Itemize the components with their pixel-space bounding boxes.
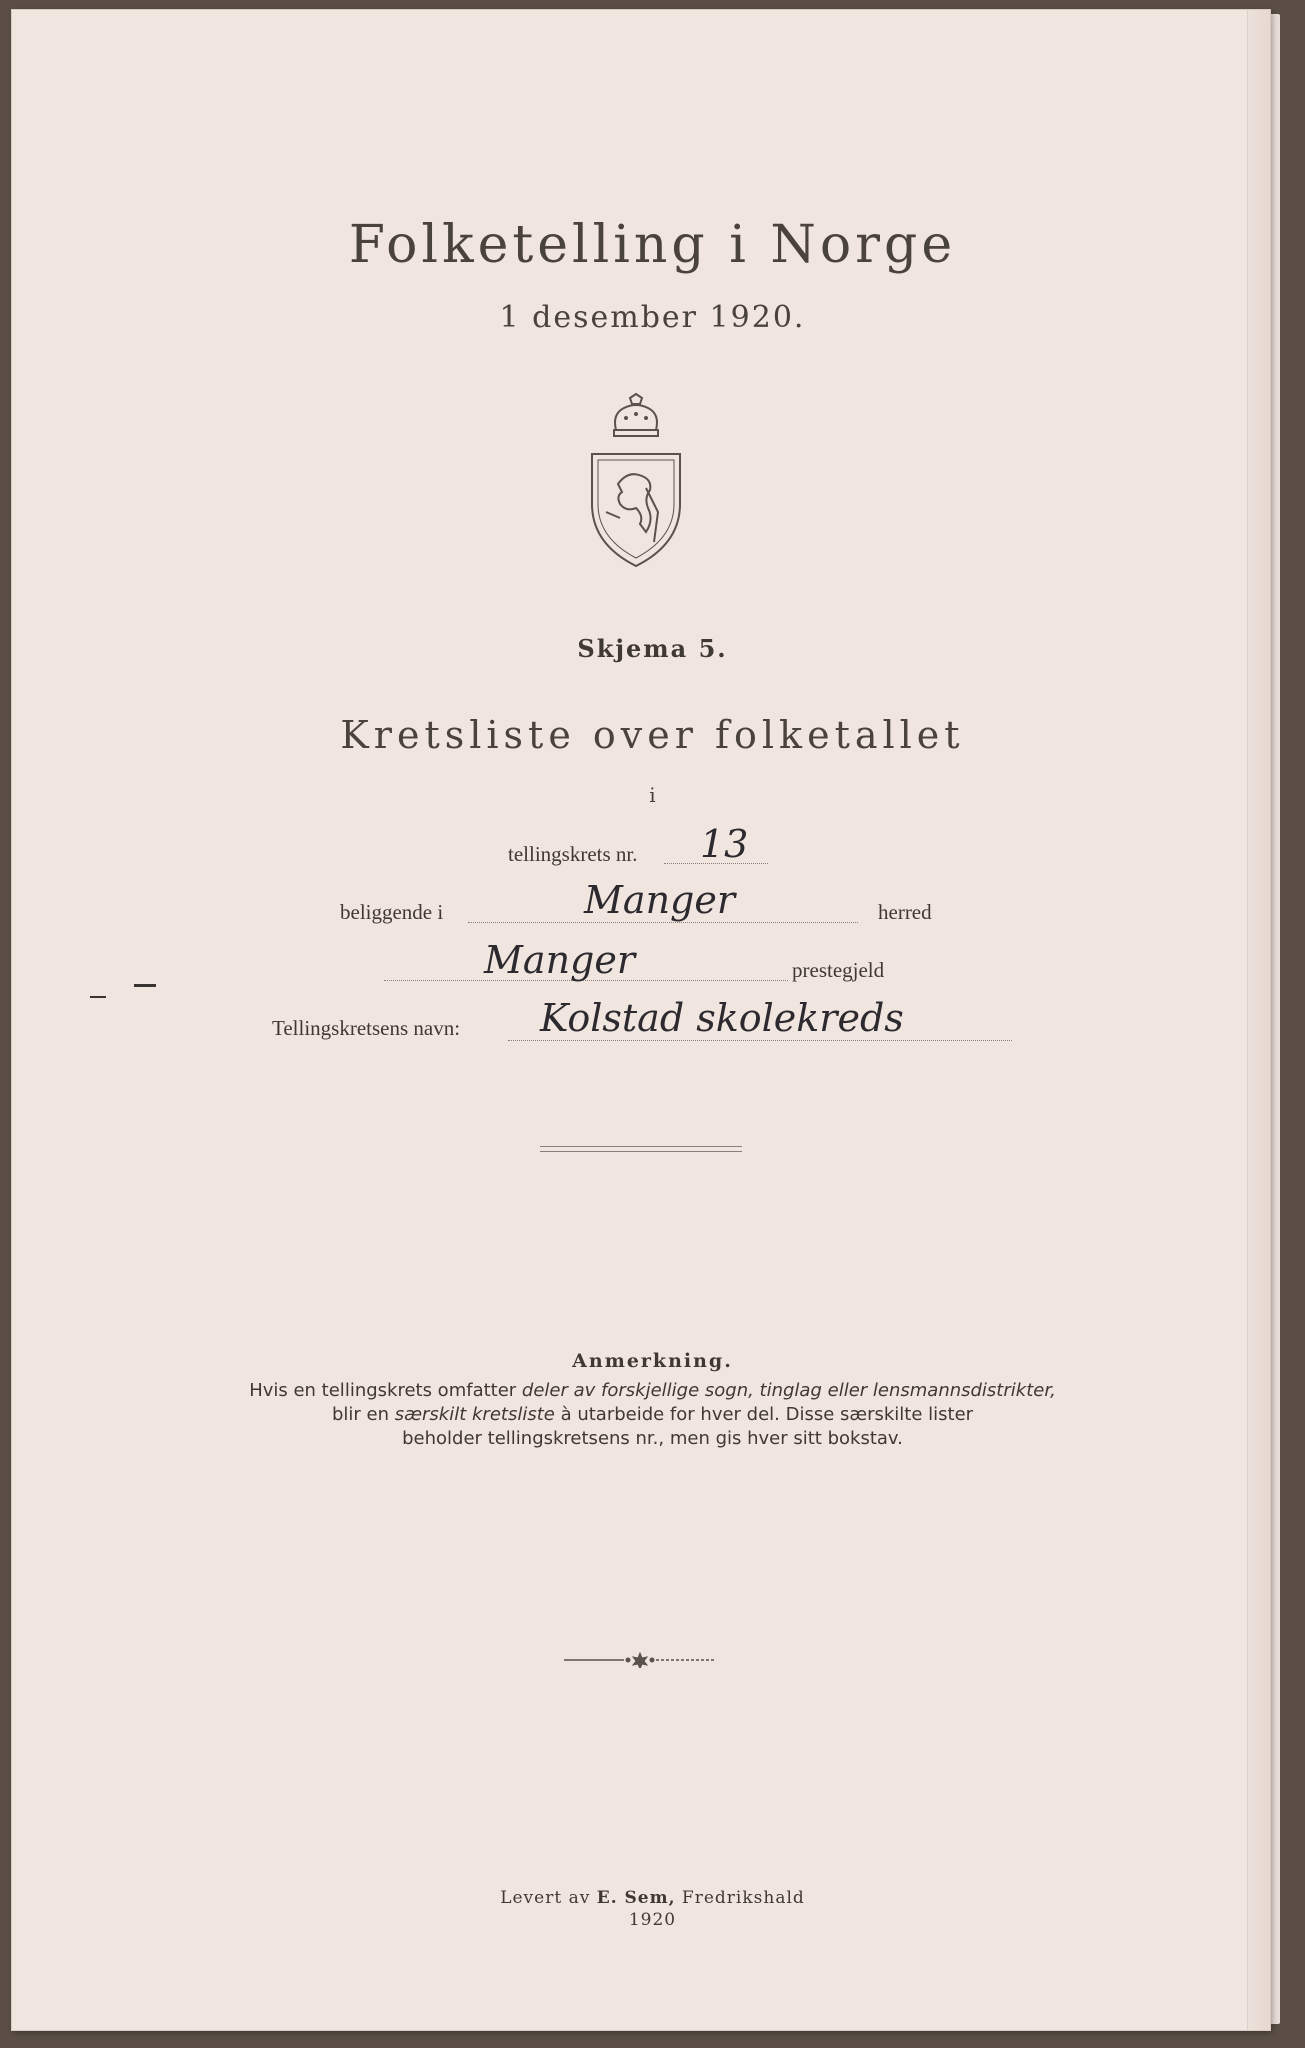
krets-label: tellingskrets nr. <box>508 842 638 866</box>
note-emphasis: deler av forskjellige sogn, tinglag eller lensmannsdistrikter, <box>521 1380 1056 1401</box>
navn-field-line <box>508 1040 1012 1041</box>
navn-value: Kolstad skolekreds <box>540 996 904 1040</box>
ornament-divider-icon <box>564 1652 716 1668</box>
herred-prefix: beliggende i <box>340 900 444 924</box>
margin-mark <box>90 996 106 998</box>
herred-suffix: herred <box>878 900 932 924</box>
printer-prefix: Levert av <box>500 1888 597 1908</box>
note-text: à utarbeide for hver del. Disse særskilte lister <box>554 1404 974 1425</box>
printer-credit <box>0 1888 1305 1908</box>
divider-rule <box>540 1146 742 1152</box>
printer-place: Fredrikshald <box>675 1888 805 1908</box>
census-date: 1 desember 1920. <box>499 300 806 335</box>
coat-of-arms-icon <box>586 392 686 568</box>
krets-value: 13 <box>700 822 749 866</box>
note-emphasis: særskilt kretsliste <box>394 1404 555 1425</box>
note-text: blir en <box>331 1404 395 1425</box>
note-line-1 <box>0 1380 1305 1401</box>
printer-year: 1920 <box>628 1910 677 1930</box>
herred-value: Manger <box>584 878 736 922</box>
note-text: Hvis en tellingskrets omfatter <box>249 1380 522 1401</box>
note-line-3: beholder tellingskretsens nr., men gis hver sitt bokstav. <box>402 1428 903 1449</box>
herred-field-line <box>468 922 858 923</box>
preposition-label: i <box>649 783 656 807</box>
document-title: Folketelling i Norge <box>348 215 957 275</box>
margin-mark <box>134 984 156 987</box>
note-title: Anmerkning. <box>572 1350 733 1372</box>
prestegjeld-suffix: prestegjeld <box>792 958 885 982</box>
schema-number: Skjema 5. <box>577 634 728 663</box>
form-heading: Kretsliste over folketallet <box>340 713 965 757</box>
printer-name: E. Sem, <box>596 1888 676 1908</box>
prestegjeld-value: Manger <box>484 938 636 982</box>
navn-label: Tellingskretsens navn: <box>272 1016 461 1040</box>
note-line-2 <box>0 1404 1305 1425</box>
